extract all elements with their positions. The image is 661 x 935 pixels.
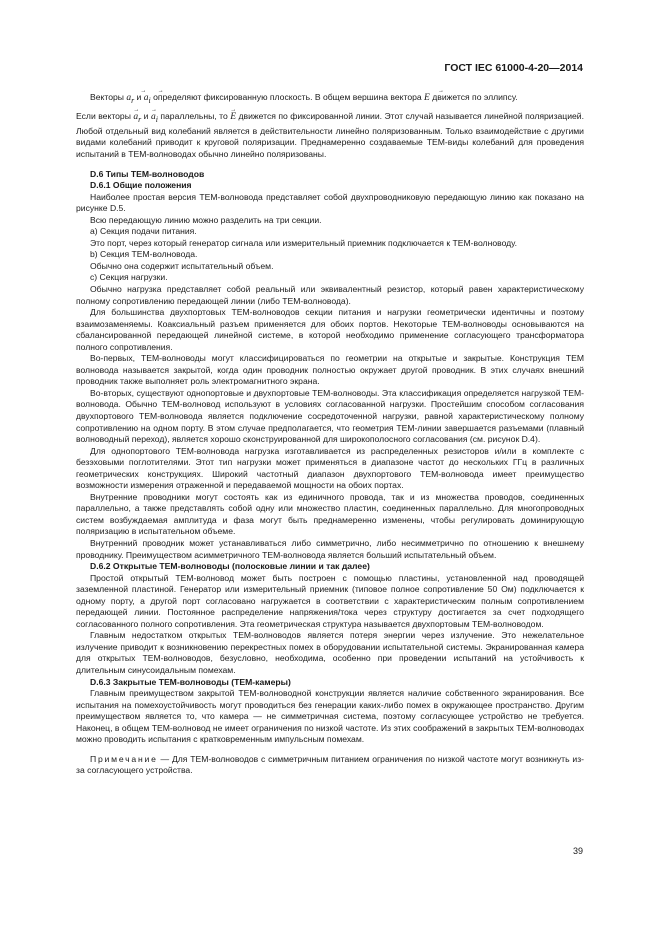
- d62-paragraph: Простой открытый ТЕМ-волновод может быть построен с помощью пластины, установленной над проводящей заземленной пластиной. Генератор или измерительный приемник (типовое полное сопротивление 50 Ом) подключается к одному порту, а другой порт согласовано нагружается в соответствии с характеристическим полным сопротивлением передающей линии. Постоянное распределение напряжения/тока через структуру достигается за счет подходящего согласованного полного сопротивления. Эта геометрическая структура называется двухпортовым ТЕМ-волноводом.: [76, 572, 584, 629]
- intro-paragraph-1: Векторы → $a_r$ $и \to a_i$ определяют фиксированную плоскость. В общем вершина вектора → E движется по эллипсу.: [76, 92, 584, 106]
- section-d62-heading: D.6.2 Открытые ТЕМ-волноводы (полосковые линии и так далее): [90, 561, 370, 572]
- d61-list-item: с) Секция нагрузки.: [90, 272, 168, 283]
- d61-paragraph: Наиболее простая версия ТЕМ-волновода представляет собой двухпроводниковую передающую линию как показано на рисунке D.5.: [76, 191, 584, 214]
- note-label: Примечание: [90, 753, 158, 764]
- d61-paragraph: Для большинства двухпортовых ТЕМ-волноводов секции питания и нагрузки геометрически идентичны и поэтому взаимозаменяемы. Коаксиальный разъем применяется для обоих портов. Некоторые ТЕМ-волноводы основываются на сбалансированной передающей линейной системе, в которой необходимо применение согласующего трансформатора полного сопротивления.: [76, 307, 584, 352]
- vector-a-i: → $a_i$: [144, 93, 151, 103]
- d63-paragraph: Главным преимуществом закрытой ТЕМ-волноводной конструкции является наличие собственного экранирования. Все испытания на помехоустойчивость могут проводиться без генерации каких-либо помех в окружающее пространство. Другим преимуществом является то, что камера — не симметричная система, поэтому согласующее устройство не требуется. Наконец, в общем ТЕМ-волновод не имеет ограничения по низкой частоте. Из этих соображений в закрытых ТЕМ-волноводах можно проводить испытания с кратковременным импульсным помехам.: [76, 688, 584, 745]
- d61-list-item: а) Секция подачи питания.: [90, 226, 197, 237]
- section-d6-heading: D.6 Типы ТЕМ-волноводов: [90, 168, 205, 179]
- d61-paragraph: Внутренние проводники могут состоять как из единичного провода, так и из множества проводов, соединенных параллельно, а также представлять собой одну или множество пластин, соединенных параллельно. Для многопроводных систем возбуждаемая амплитуда и фаза могут быть преднамеренно изменены, чтобы регулировать доминирующую поляризацию в испытательном объеме.: [76, 491, 584, 537]
- vector-a-r-2: → $a_r$: [133, 112, 141, 122]
- d61-list-item: b) Секция ТЕМ-волновода.: [90, 249, 198, 260]
- note-text: — Для ТЕМ-волноводов с симметричным питанием ограничения по низкой частоте могут возникнуть из-за согласующего устройства.: [76, 753, 584, 776]
- vector-a-r: → $a_r$: [126, 93, 134, 103]
- vector-e: → E: [424, 93, 430, 103]
- d61-paragraph: Во-первых, ТЕМ-волноводы могут классифицироваться по геометрии на открытые и закрытые. Конструкция ТЕМ волновода называется закрытой, когда один проводник полностью окружает другой проводник. В этих случаях внешний проводник также выполняет роль электромагнитного экрана.: [76, 353, 584, 387]
- document-header: ГОСТ IEC 61000-4-20—2014: [444, 62, 583, 74]
- intro-paragraph-2: Если векторы → $a_r$ $и \to a_i$ параллельны, то → E движется по фиксированной линии. Этот случай называется линейной поляризацией. Любой отдельный вид колебаний является в действительности линейно поляризованным. Только взаимодействие с другими видами колебаний приводит к круговой поляризации. Преднамеренно создаваемые ТЕМ-виды колебаний для проведения испытаний в ТЕМ-волноводах обычно линейно поляризованы.: [76, 111, 584, 160]
- d61-paragraph: Во-вторых, существуют однопортовые и двухпортовые ТЕМ-волноводы. Эта классификация определяется нагрузкой ТЕМ-волновода. Обычно ТЕМ-волновод используют в условиях согласованной нагрузки. Простейшим способом согласования двухпортового ТЕМ-волновода является подключение сосредоточенной нагрузки, равной характеристическому полному сопротивлению на одном порту. В этом случае предполагается, что геометрия ТЕМ-линии завершается разъемами (плавный волноводный переход), является хорошо сконструированной для широкополосного согласования (см. рисунок D.4).: [76, 387, 584, 445]
- d61-list-item: Обычно она содержит испытательный объем.: [90, 260, 274, 271]
- d61-paragraph: Всю передающую линию можно разделить на три секции.: [90, 214, 322, 225]
- document-body: [76, 92, 584, 777]
- d61-list-item: Это порт, через который генератор сигнала или измерительный приемник подключается к ТЕМ-волноводу.: [90, 237, 517, 248]
- d61-paragraph: Обычно нагрузка представляет собой реальный или эквивалентный резистор, который равен характеристическому полному сопротивлению передающей линии (либо ТЕМ-волновода).: [76, 283, 584, 306]
- section-d61-heading: D.6.1 Общие положения: [90, 180, 192, 191]
- note: [76, 754, 584, 777]
- vector-e-2: → E: [230, 112, 236, 122]
- section-d63-heading: D.6.3 Закрытые ТЕМ-волноводы (ТЕМ-камеры): [90, 676, 291, 687]
- vector-a-i-2: → $a_i$: [151, 112, 158, 122]
- page-number: 39: [572, 846, 583, 856]
- d61-paragraph: Для однопортового ТЕМ-волновода нагрузка изготавливается из распределенных резисторов и/или в комплекте с безэховыми поглотителями. Этот тип нагрузки может применяться в диапазоне частот до нескольких ГГц в различных геометрических конструкциях. Широкий частотный диапазон двухпортового ТЕМ-волновода имеет преимущество возможности измерения отраженной и передаваемой мощности на обоих портах.: [76, 445, 584, 491]
- d62-paragraph: Главным недостатком открытых ТЕМ-волноводов является потеря энергии через излучение. Это нежелательное излучение приводит к возникновению перекрестных помех в оборудовании испытательной системы. Экранированная камера для открытых ТЕМ-волноводов, безусловно, необходима, особенно при проведении испытаний на устойчивость к длительным синусоидальным помехам.: [76, 630, 584, 676]
- d61-paragraph: Внутренний проводник может устанавливаться либо симметрично, либо несимметрично по отношению к внешнему проводнику. Преимуществом асимметричного ТЕМ-волновода является больший испытательный объем.: [76, 538, 584, 560]
